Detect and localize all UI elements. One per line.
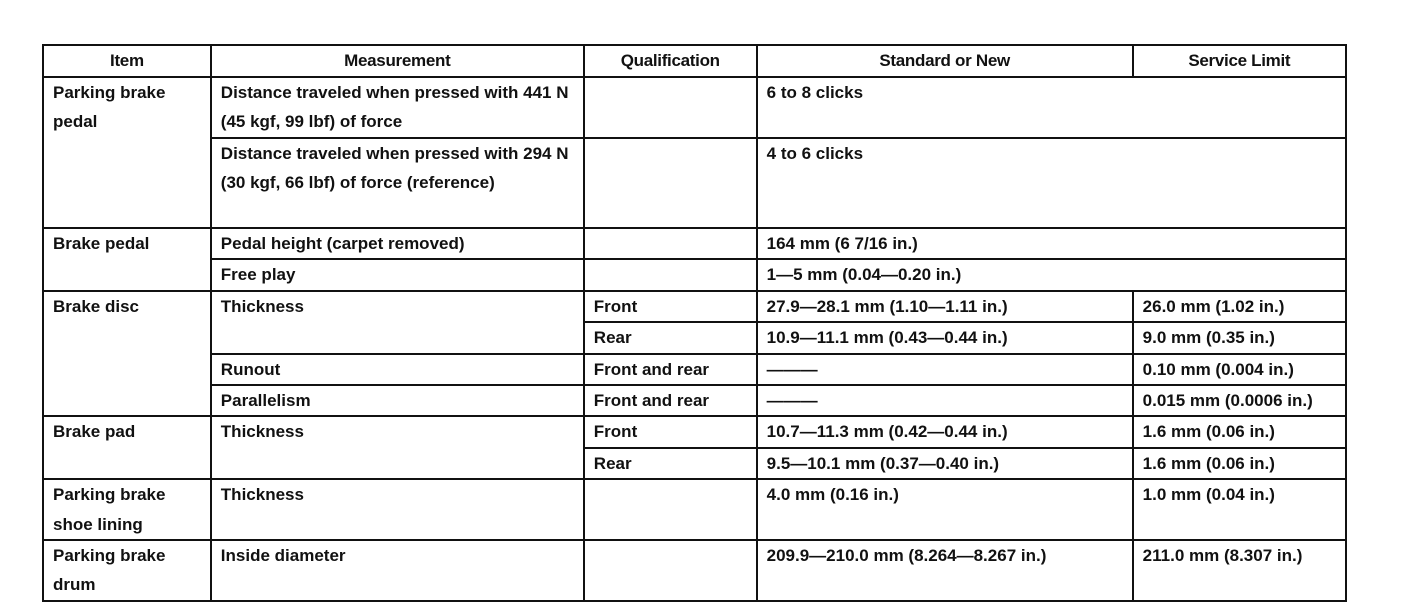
qualification-cell: Front and rear <box>584 354 757 385</box>
table-row <box>43 416 1346 447</box>
standard-cell: 9.5—10.1 mm (0.37—0.40 in.) <box>757 448 1133 479</box>
qualification-cell <box>584 479 757 540</box>
table-row <box>43 354 1346 385</box>
standard-cell: ——— <box>757 385 1133 416</box>
standard-cell: 209.9—210.0 mm (8.264—8.267 in.) <box>757 540 1133 601</box>
measurement-cell: Inside diameter <box>211 540 584 601</box>
standard-cell: 4 to 6 clicks <box>757 138 1346 228</box>
header-measurement: Measurement <box>211 45 584 77</box>
service-limit-cell: 26.0 mm (1.02 in.) <box>1133 291 1346 322</box>
item-brake-pedal: Brake pedal <box>43 228 211 291</box>
qualification-cell <box>584 228 757 259</box>
qualification-cell: Front <box>584 416 757 447</box>
table-row <box>43 291 1346 322</box>
service-limit-cell: 1.6 mm (0.06 in.) <box>1133 416 1346 447</box>
table-row <box>43 77 1346 138</box>
table-row <box>43 385 1346 416</box>
standard-cell: ——— <box>757 354 1133 385</box>
service-limit-cell: 1.0 mm (0.04 in.) <box>1133 479 1346 540</box>
item-brake-pad: Brake pad <box>43 416 211 479</box>
standard-cell: 10.7—11.3 mm (0.42—0.44 in.) <box>757 416 1133 447</box>
service-limit-cell: 9.0 mm (0.35 in.) <box>1133 322 1346 353</box>
measurement-cell: Thickness <box>211 416 584 479</box>
measurement-cell: Runout <box>211 354 584 385</box>
measurement-cell: Distance traveled when pressed with 294 N (30 kgf, 66 lbf) of force (reference) <box>211 138 584 228</box>
measurement-cell: Thickness <box>211 291 584 354</box>
service-limit-cell: 1.6 mm (0.06 in.) <box>1133 448 1346 479</box>
standard-cell: 6 to 8 clicks <box>757 77 1346 138</box>
qualification-cell <box>584 259 757 290</box>
measurement-cell: Free play <box>211 259 584 290</box>
header-qualification: Qualification <box>584 45 757 77</box>
table-row <box>43 228 1346 259</box>
service-limit-cell: 0.015 mm (0.0006 in.) <box>1133 385 1346 416</box>
header-standard: Standard or New <box>757 45 1133 77</box>
table-row <box>43 540 1346 601</box>
standard-cell: 10.9—11.1 mm (0.43—0.44 in.) <box>757 322 1133 353</box>
measurement-cell: Thickness <box>211 479 584 540</box>
qualification-cell <box>584 138 757 228</box>
item-brake-disc: Brake disc <box>43 291 211 417</box>
item-parking-brake-drum: Parking brake drum <box>43 540 211 601</box>
table-row <box>43 259 1346 290</box>
standard-cell: 27.9—28.1 mm (1.10—1.11 in.) <box>757 291 1133 322</box>
qualification-cell <box>584 77 757 138</box>
qualification-cell: Front <box>584 291 757 322</box>
table-row <box>43 138 1346 228</box>
qualification-cell: Rear <box>584 322 757 353</box>
measurement-cell: Distance traveled when pressed with 441 N (45 kgf, 99 lbf) of force <box>211 77 584 138</box>
header-item: Item <box>43 45 211 77</box>
standard-cell: 1—5 mm (0.04—0.20 in.) <box>757 259 1346 290</box>
item-parking-brake-shoe-lining: Parking brake shoe lining <box>43 479 211 540</box>
measurement-cell: Pedal height (carpet removed) <box>211 228 584 259</box>
standard-cell: 4.0 mm (0.16 in.) <box>757 479 1133 540</box>
qualification-cell <box>584 540 757 601</box>
header-row <box>43 45 1346 77</box>
brake-spec-table <box>42 44 1347 602</box>
qualification-cell: Front and rear <box>584 385 757 416</box>
standard-cell: 164 mm (6 7/16 in.) <box>757 228 1346 259</box>
item-parking-brake-pedal: Parking brake pedal <box>43 77 211 228</box>
qualification-cell: Rear <box>584 448 757 479</box>
service-limit-cell: 211.0 mm (8.307 in.) <box>1133 540 1346 601</box>
header-service-limit: Service Limit <box>1133 45 1346 77</box>
measurement-cell: Parallelism <box>211 385 584 416</box>
table-row <box>43 479 1346 540</box>
service-limit-cell: 0.10 mm (0.004 in.) <box>1133 354 1346 385</box>
